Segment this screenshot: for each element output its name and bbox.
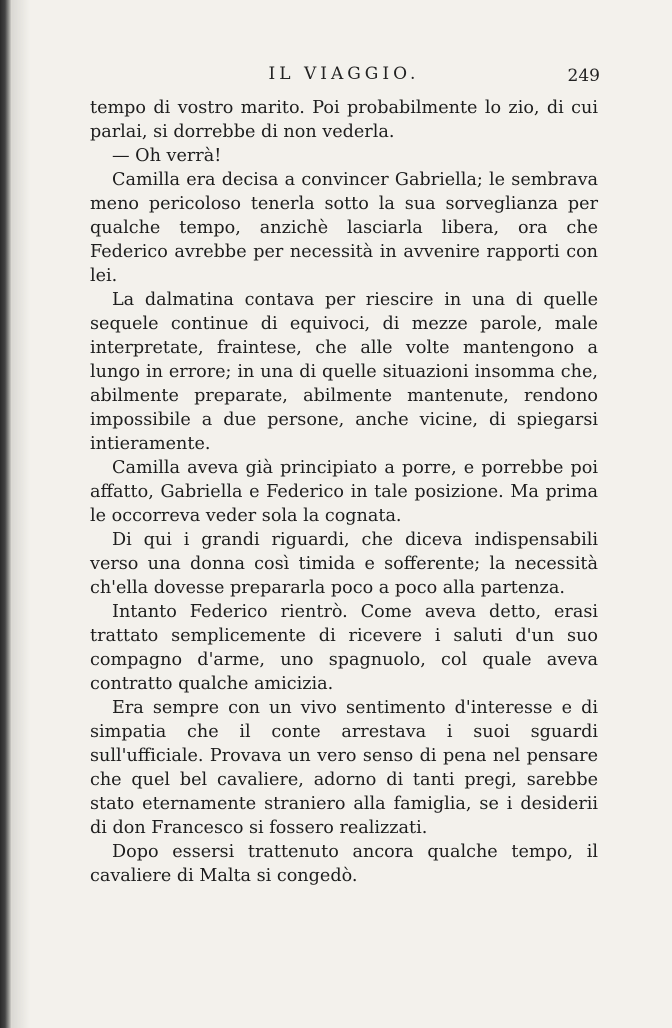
paragraph: Era sempre con un vivo sentimento d'interesse e di simpatia che il conte arrestava i suoi sguardi sull'ufficiale. Provava un vero senso di pena nel pensare che quel bel cavaliere, adorno di tanti pregi, sarebbe stato eternamente straniero alla famiglia, se i desiderii di don Francesco si fossero realizzati.	[90, 698, 598, 838]
running-title: IL VIAGGIO.	[268, 64, 420, 84]
page-number: 249	[567, 66, 600, 86]
paragraph: — Oh verrà!	[112, 146, 222, 166]
paragraph: La dalmatina contava per riescire in una di quelle sequele continue di equivoci, di mezze parole, male interpretate, fraintese, che alle volte mantengono a lungo in errore; in una di quelle situazioni insomma che, abilmente preparate, abilmente mantenute, rendono impossibile a due persone, anche vicine, di spiegarsi intieramente.	[90, 290, 598, 454]
paragraph-continuation: tempo di vostro marito. Poi probabilmente lo zio, di cui parlai, si dorrebbe di non vederla.	[90, 98, 598, 142]
book-spine-edge	[0, 0, 12, 1028]
gutter-shadow	[12, 0, 30, 1028]
paragraph: Intanto Federico rientrò. Come aveva detto, erasi trattato semplicemente di ricevere i saluti d'un suo compagno d'arme, uno spagnuolo, col quale aveva contratto qualche amicizia.	[90, 602, 598, 694]
paragraph: Camilla aveva già principiato a porre, e porrebbe poi affatto, Gabriella e Federico in tale posizione. Ma prima le occorreva veder sola la cognata.	[90, 458, 598, 526]
page-header	[88, 64, 600, 92]
body-text	[90, 96, 598, 888]
paragraph: Dopo essersi trattenuto ancora qualche tempo, il cavaliere di Malta si congedò.	[90, 842, 598, 886]
paragraph: Camilla era decisa a convincer Gabriella; le sembrava meno pericoloso tenerla sotto la sua sorveglianza per qualche tempo, anzichè lasciarla libera, ora che Federico avrebbe per necessità in avvenire rapporti con lei.	[90, 170, 598, 286]
paragraph: Di qui i grandi riguardi, che diceva indispensabili verso una donna così timida e sofferente; la necessità ch'ella dovesse prepararla poco a poco alla partenza.	[90, 530, 598, 598]
